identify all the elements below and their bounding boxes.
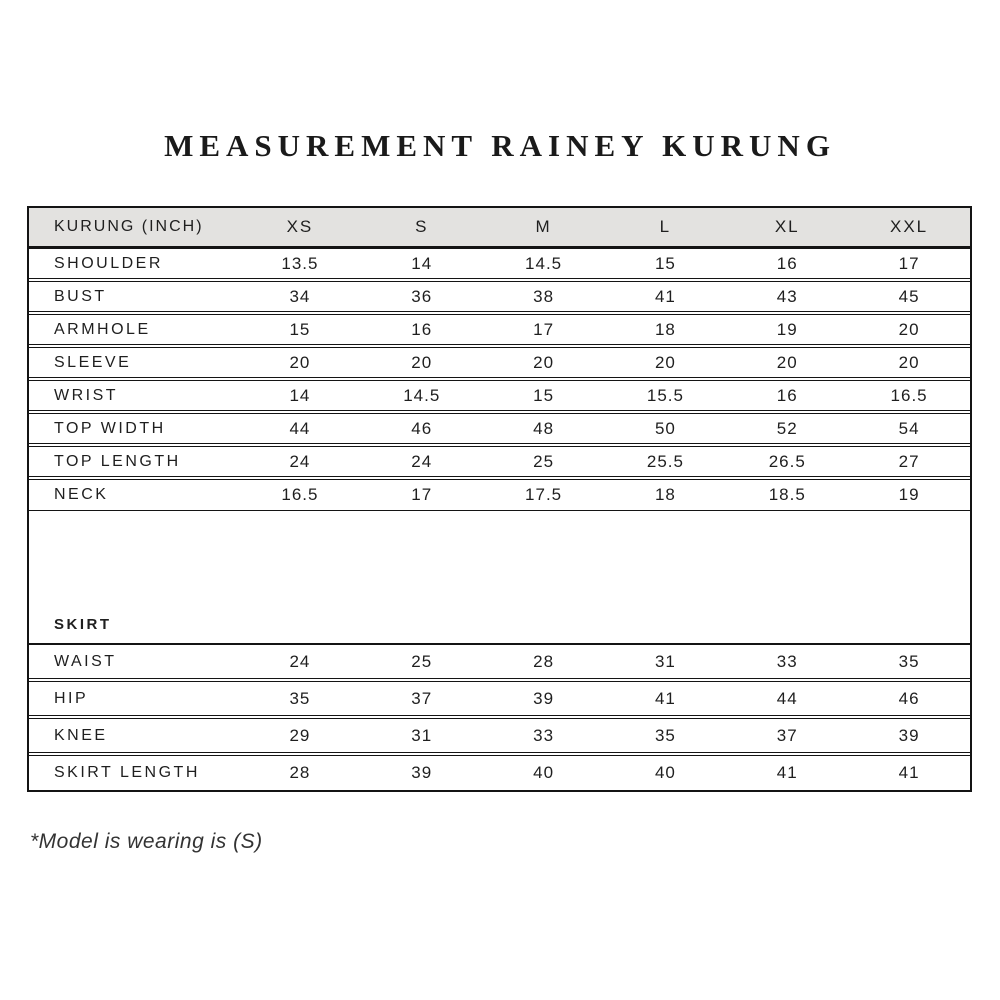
measurement-value: 25.5 — [646, 451, 684, 471]
measurement-value: 31 — [411, 725, 433, 745]
measurement-value: 35 — [289, 688, 311, 708]
measurement-value: 19 — [898, 485, 920, 504]
measurement-value: 14 — [289, 385, 311, 405]
measurement-value: 39 — [898, 725, 920, 745]
measurement-value: 45 — [898, 286, 920, 306]
size-column-header-m: M — [535, 217, 552, 236]
size-column-header-xs: XS — [286, 217, 314, 236]
measurement-value: 26.5 — [768, 451, 806, 471]
measurement-value: 20 — [898, 352, 920, 372]
table-row-top-length — [29, 446, 970, 477]
measurement-value: 48 — [533, 418, 555, 438]
measurement-value: 20 — [776, 352, 798, 372]
measurement-value: 16 — [776, 385, 798, 405]
measurement-value: 31 — [654, 651, 676, 671]
measurement-value: 20 — [411, 352, 433, 372]
measurement-value: 14.5 — [403, 385, 441, 405]
row-label: WAIST — [54, 652, 117, 670]
measurement-value: 25 — [411, 651, 433, 671]
page-title: MEASUREMENT RAINEY KURUNG — [164, 128, 836, 163]
measurement-value: 15.5 — [646, 385, 684, 405]
size-column-header-l: L — [659, 217, 672, 236]
measurement-value: 41 — [654, 688, 676, 708]
measurement-value: 41 — [776, 763, 798, 782]
table-row-neck — [29, 479, 970, 510]
table-row-knee — [29, 718, 970, 753]
measurement-value: 39 — [411, 763, 433, 782]
table-row-hip — [29, 681, 970, 716]
measurement-value: 54 — [898, 418, 920, 438]
measurement-value: 28 — [289, 763, 311, 782]
table-row-bust — [29, 281, 970, 312]
table-row-wrist — [29, 380, 970, 411]
measurement-value: 27 — [898, 451, 920, 471]
measurement-value: 24 — [411, 451, 433, 471]
measurement-value: 39 — [533, 688, 555, 708]
measurement-value: 35 — [898, 651, 920, 671]
table-row-skirt-length — [29, 755, 970, 790]
measurement-value: 33 — [776, 651, 798, 671]
measurement-value: 52 — [776, 418, 798, 438]
row-label: NECK — [54, 486, 109, 503]
header-label-kurung-inch: KURUNG (INCH) — [54, 218, 204, 235]
row-label: KNEE — [54, 726, 108, 744]
row-label: HIP — [54, 689, 89, 707]
size-column-header-xxl: XXL — [890, 217, 929, 236]
measurement-value: 18 — [654, 485, 676, 504]
measurement-value: 50 — [654, 418, 676, 438]
row-label: SKIRT LENGTH — [54, 764, 200, 781]
measurement-value: 46 — [411, 418, 433, 438]
measurement-value: 25 — [533, 451, 555, 471]
measurement-value: 33 — [533, 725, 555, 745]
measurement-value: 37 — [411, 688, 433, 708]
measurement-value: 20 — [289, 352, 311, 372]
measurement-value: 14 — [411, 253, 433, 273]
size-column-header-s: S — [415, 217, 429, 236]
table-row-sleeve — [29, 347, 970, 378]
measurement-value: 19 — [776, 319, 798, 339]
measurement-value: 16.5 — [890, 385, 928, 405]
measurement-value: 16 — [411, 319, 433, 339]
measurement-value: 35 — [654, 725, 676, 745]
measurement-value: 17 — [533, 319, 555, 339]
measurement-value: 38 — [533, 286, 555, 306]
measurement-value: 41 — [654, 286, 676, 306]
measurement-value: 40 — [533, 763, 555, 782]
section-spacer-row — [29, 510, 970, 644]
measurement-value: 20 — [898, 319, 920, 339]
model-size-footnote: *Model is wearing is (S) — [30, 830, 263, 853]
measurement-value: 44 — [289, 418, 311, 438]
skirt-section-rows — [29, 644, 970, 790]
measurement-value: 18 — [654, 319, 676, 339]
row-label: WRIST — [54, 386, 119, 404]
measurement-value: 16 — [776, 253, 798, 273]
measurement-value: 34 — [289, 286, 311, 306]
measurement-value: 17 — [411, 485, 433, 504]
measurement-value: 46 — [898, 688, 920, 708]
measurement-value: 40 — [654, 763, 676, 782]
measurement-value: 15 — [533, 385, 555, 405]
measurement-value: 29 — [289, 725, 311, 745]
row-label: TOP WIDTH — [54, 419, 166, 437]
measurement-value: 17 — [898, 253, 920, 273]
size-column-header-xl: XL — [774, 217, 800, 236]
measurement-value: 24 — [289, 651, 311, 671]
row-label: SLEEVE — [54, 353, 132, 371]
table-row-waist — [29, 644, 970, 679]
measurement-value: 15 — [289, 319, 311, 339]
table-row-armhole — [29, 314, 970, 345]
measurement-value: 20 — [654, 352, 676, 372]
measurement-value: 17.5 — [525, 485, 563, 504]
kurung-section-rows — [29, 248, 970, 510]
measurement-value: 44 — [776, 688, 798, 708]
measurement-value: 14.5 — [525, 253, 563, 273]
table-row-shoulder — [29, 248, 970, 279]
measurement-value: 16.5 — [281, 485, 319, 504]
measurement-value: 24 — [289, 451, 311, 471]
measurement-table — [27, 206, 972, 792]
row-label: TOP LENGTH — [54, 452, 181, 470]
row-label: ARMHOLE — [54, 320, 151, 338]
measurement-value: 18.5 — [768, 485, 806, 504]
measurement-value: 41 — [898, 763, 920, 782]
measurement-value: 28 — [533, 651, 555, 671]
measurement-value: 36 — [411, 286, 433, 306]
table-row-top-width — [29, 413, 970, 444]
measurement-value: 15 — [654, 253, 676, 273]
table-header-row — [29, 208, 970, 248]
measurement-value: 37 — [776, 725, 798, 745]
row-label: BUST — [54, 287, 107, 305]
row-label: SHOULDER — [54, 254, 163, 272]
skirt-section-label: SKIRT — [54, 616, 112, 633]
measurement-value: 13.5 — [281, 253, 319, 273]
measurement-value: 43 — [776, 286, 798, 306]
measurement-value: 20 — [533, 352, 555, 372]
